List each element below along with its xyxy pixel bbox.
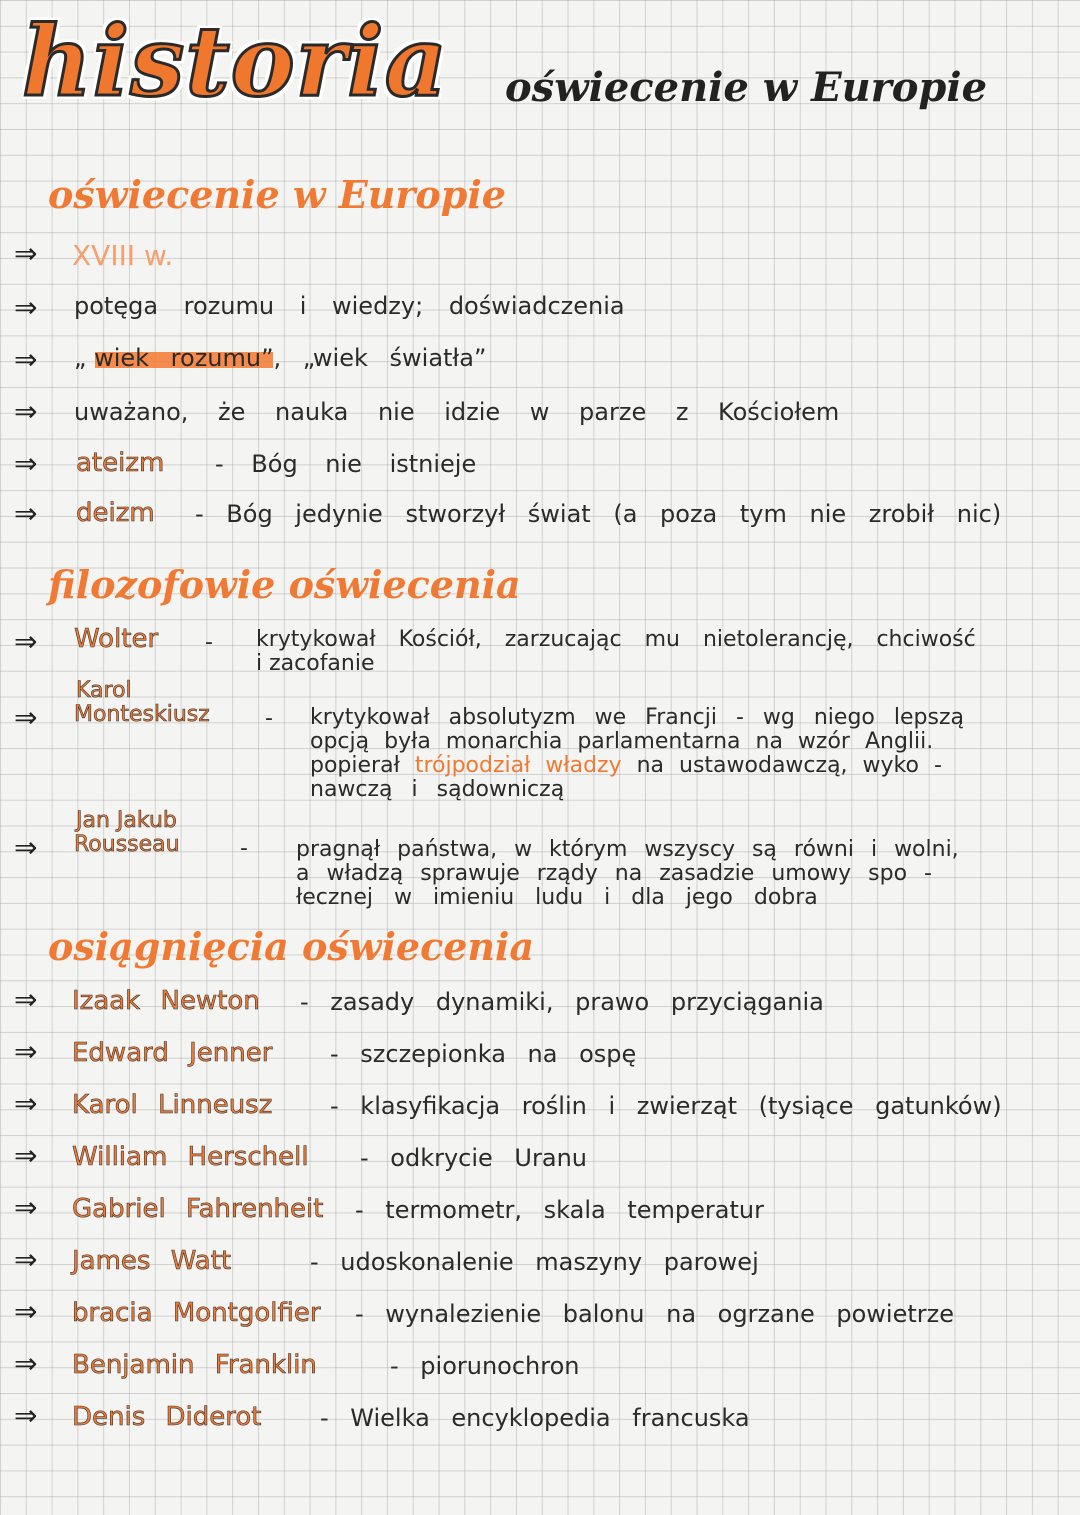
rousseau-line-1: pragnął państwa, w którym wszyscy są równi i wolni, (296, 837, 959, 862)
achievement-description: - zasady dynamiki, prawo przyciągania (300, 988, 824, 1016)
rousseau-last-name: Rousseau (74, 832, 180, 857)
double-arrow-icon: ⇒ (14, 831, 38, 864)
logo-historia: historia (22, 5, 448, 118)
achievement-person: James Watt (72, 1246, 232, 1276)
achievement-person: Karol Linneusz (72, 1090, 273, 1120)
achievement-description: - wynalezienie balonu na ogrzane powietrze (355, 1300, 954, 1328)
achievement-person: bracia Montgolfier (72, 1298, 321, 1328)
achievement-person: Benjamin Franklin (72, 1350, 317, 1380)
double-arrow-icon: ⇒ (14, 1191, 38, 1224)
double-arrow-icon: ⇒ (14, 701, 38, 734)
double-arrow-icon: ⇒ (14, 1035, 38, 1068)
achievement-person: Gabriel Fahrenheit (72, 1194, 324, 1224)
double-arrow-icon: ⇒ (14, 1347, 38, 1380)
section-title-europe: oświecenie w Europie (48, 172, 506, 217)
rousseau-line-2: a władzą sprawuje rządy na zasadzie umowy spo - (296, 861, 932, 886)
age-of-reason: wiek rozumu (94, 344, 262, 372)
achievement-description: - odkrycie Uranu (360, 1144, 587, 1172)
achievement-person: Edward Jenner (72, 1038, 273, 1068)
achievement-description: - szczepionka na ospę (330, 1040, 637, 1068)
achievement-description: - termometr, skala temperatur (355, 1196, 764, 1224)
double-arrow-icon: ⇒ (14, 1399, 38, 1432)
achievement-person: Izaak Newton (72, 986, 260, 1016)
montesquieu-first-name: Karol (76, 678, 132, 703)
achievement-description: - klasyfikacja roślin i zwierząt (tysiące gatunków) (330, 1092, 1002, 1120)
voltaire-line-1: krytykował Kościół, zarzucając mu nietolerancję, chciwość (256, 627, 976, 652)
century-label: XVIII w. (72, 239, 174, 272)
page-topic: oświecenie w Europie (505, 64, 988, 111)
rousseau-line-3: łecznej w imieniu ludu i dla jego dobra (296, 885, 818, 910)
age-of-light: ”, „wiek światła” (261, 344, 487, 372)
double-arrow-icon: ⇒ (14, 1243, 38, 1276)
double-arrow-icon: ⇒ (14, 625, 38, 658)
dash: - (240, 836, 248, 861)
deism-definition: - Bóg jedynie stworzył świat (a poza tym nie zrobił nic) (195, 500, 1002, 528)
quote-mark: „ (74, 344, 87, 372)
separation-of-powers: trójpodział władzy (414, 753, 622, 778)
montesquieu-line-3-pre: popierał (310, 753, 415, 778)
double-arrow-icon: ⇒ (14, 237, 38, 270)
double-arrow-icon: ⇒ (14, 1087, 38, 1120)
section-title-philosophers: filozofowie oświecenia (48, 562, 521, 607)
achievement-description: - udoskonalenie maszyny parowej (310, 1248, 759, 1276)
science-line: uważano, że nauka nie idzie w parze z Kościołem (74, 398, 840, 426)
montesquieu-last-name: Monteskiusz (74, 702, 210, 727)
double-arrow-icon: ⇒ (14, 983, 38, 1016)
double-arrow-icon: ⇒ (14, 395, 38, 428)
double-arrow-icon: ⇒ (14, 497, 38, 530)
dash: - (205, 630, 213, 655)
double-arrow-icon: ⇒ (14, 1139, 38, 1172)
atheism-definition: - Bóg nie istnieje (215, 450, 477, 478)
voltaire-name: Wolter (74, 624, 159, 654)
atheism-term: ateizm (76, 448, 165, 478)
dash: - (265, 706, 273, 731)
double-arrow-icon: ⇒ (14, 447, 38, 480)
power-line: potęga rozumu i wiedzy; doświadczenia (74, 292, 625, 320)
deism-term: deizm (76, 498, 155, 528)
rousseau-first-name: Jan Jakub (76, 808, 177, 833)
montesquieu-line-3 (310, 754, 942, 778)
montesquieu-line-1: krytykował absolutyzm we Francji - wg niego lepszą (310, 705, 964, 730)
montesquieu-line-4: nawczą i sądowniczą (310, 777, 565, 802)
section-title-achievements: osiągnięcia oświecenia (48, 924, 535, 969)
age-line (74, 346, 486, 370)
double-arrow-icon: ⇒ (14, 291, 38, 324)
voltaire-line-2: i zacofanie (256, 651, 375, 676)
achievement-person: William Herschell (72, 1142, 309, 1172)
double-arrow-icon: ⇒ (14, 343, 38, 376)
achievement-description: - piorunochron (390, 1352, 580, 1380)
achievement-person: Denis Diderot (72, 1402, 262, 1432)
montesquieu-line-2: opcją była monarchia parlamentarna na wzór Anglii. (310, 729, 934, 754)
montesquieu-line-3-post: na ustawodawczą, wyko - (621, 753, 942, 778)
double-arrow-icon: ⇒ (14, 1295, 38, 1328)
achievement-description: - Wielka encyklopedia francuska (320, 1404, 750, 1432)
